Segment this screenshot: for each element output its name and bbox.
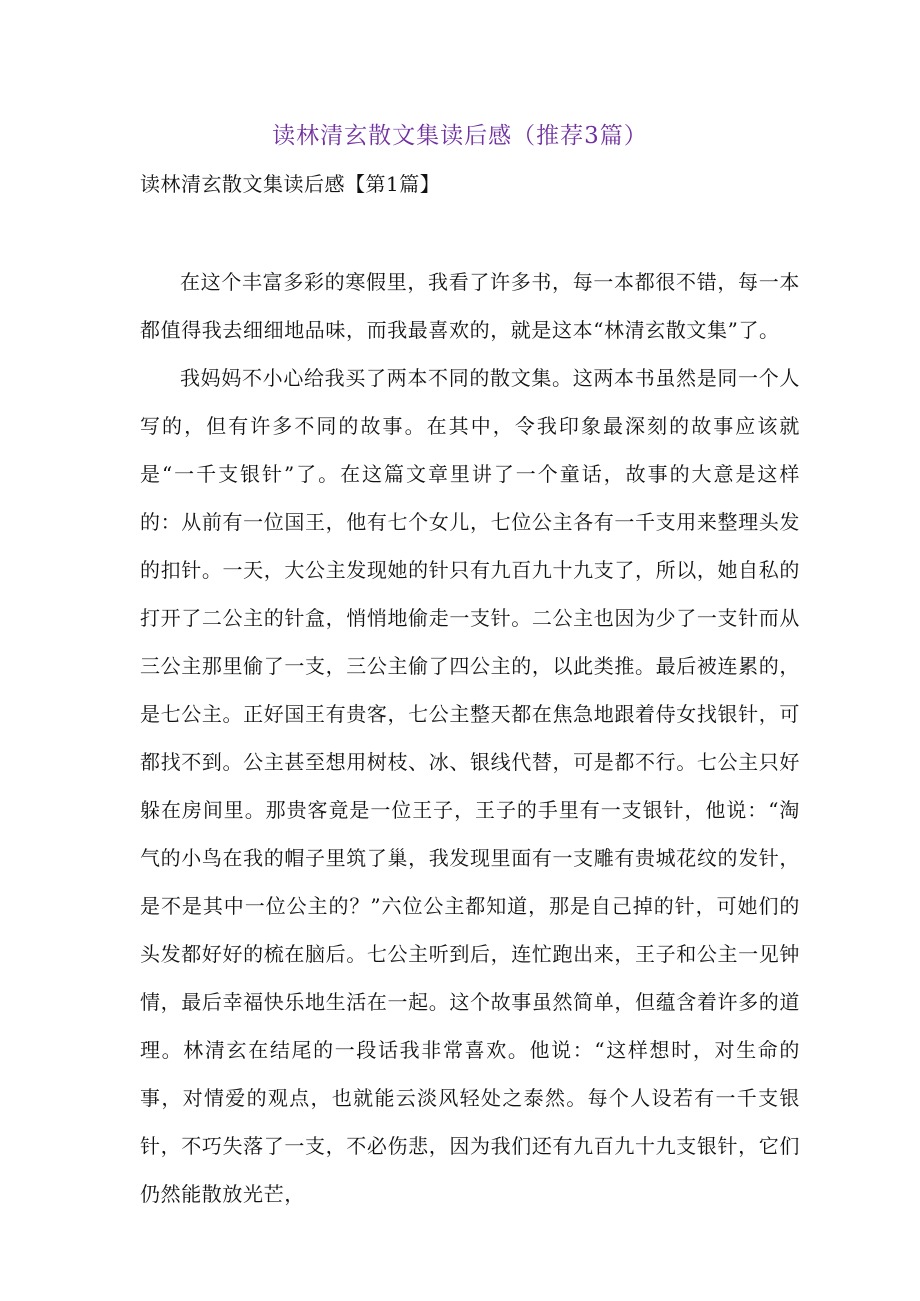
section-heading: 读林清玄散文集读后感【第1篇】 [140,172,441,196]
document-body [140,258,800,1218]
document-title: 读林清玄散文集读后感（推荐3篇） [272,123,648,149]
paragraph-2: 我妈妈不小心给我买了两本不同的散文集。这两本书虽然是同一个人写的，但有许多不同的故事。在其中，令我印象最深刻的故事应该就是“一千支银针”了。在这篇文章里讲了一个童话，故事的大意是这样的：从前有一位国王，他有七个女儿，七位公主各有一千支用来整理头发的扣针。一天，大公主发现她的针只有九百九十九支了，所以，她自私的打开了二公主的针盒，悄悄地偷走一支针。二公主也因为少了一支针而从三公主那里偷了一支，三公主偷了四公主的，以此类推。最后被连累的，是七公主。正好国王有贵客，七公主整天都在焦急地跟着侍女找银针，可都找不到。公主甚至想用树枝、冰、银线代替，可是都不行。七公主只好躲在房间里。那贵客竟是一位王子，王子的手里有一支银针，他说：“淘气的小鸟在我的帽子里筑了巢，我发现里面有一支雕有贵城花纹的发针，是不是其中一位公主的？”六位公主都知道，那是自己掉的针，可她们的头发都好好的梳在脑后。七公主听到后，连忙跑出来，王子和公主一见钟情，最后幸福快乐地生活在一起。这个故事虽然简单，但蕴含着许多的道理。林清玄在结尾的一段话我非常喜欢。他说：“这样想时，对生命的事，对情爱的观点，也就能云淡风轻处之泰然。每个人设若有一千支银针，不巧失落了一支，不必伤悲，因为我们还有九百九十九支银针，它们仍然能散放光芒， [140,366,800,1206]
paragraph-1: 在这个丰富多彩的寒假里，我看了许多书，每一本都很不错，每一本都值得我去细细地品味，而我最喜欢的，就是这本“林清玄散文集”了。 [140,270,800,342]
